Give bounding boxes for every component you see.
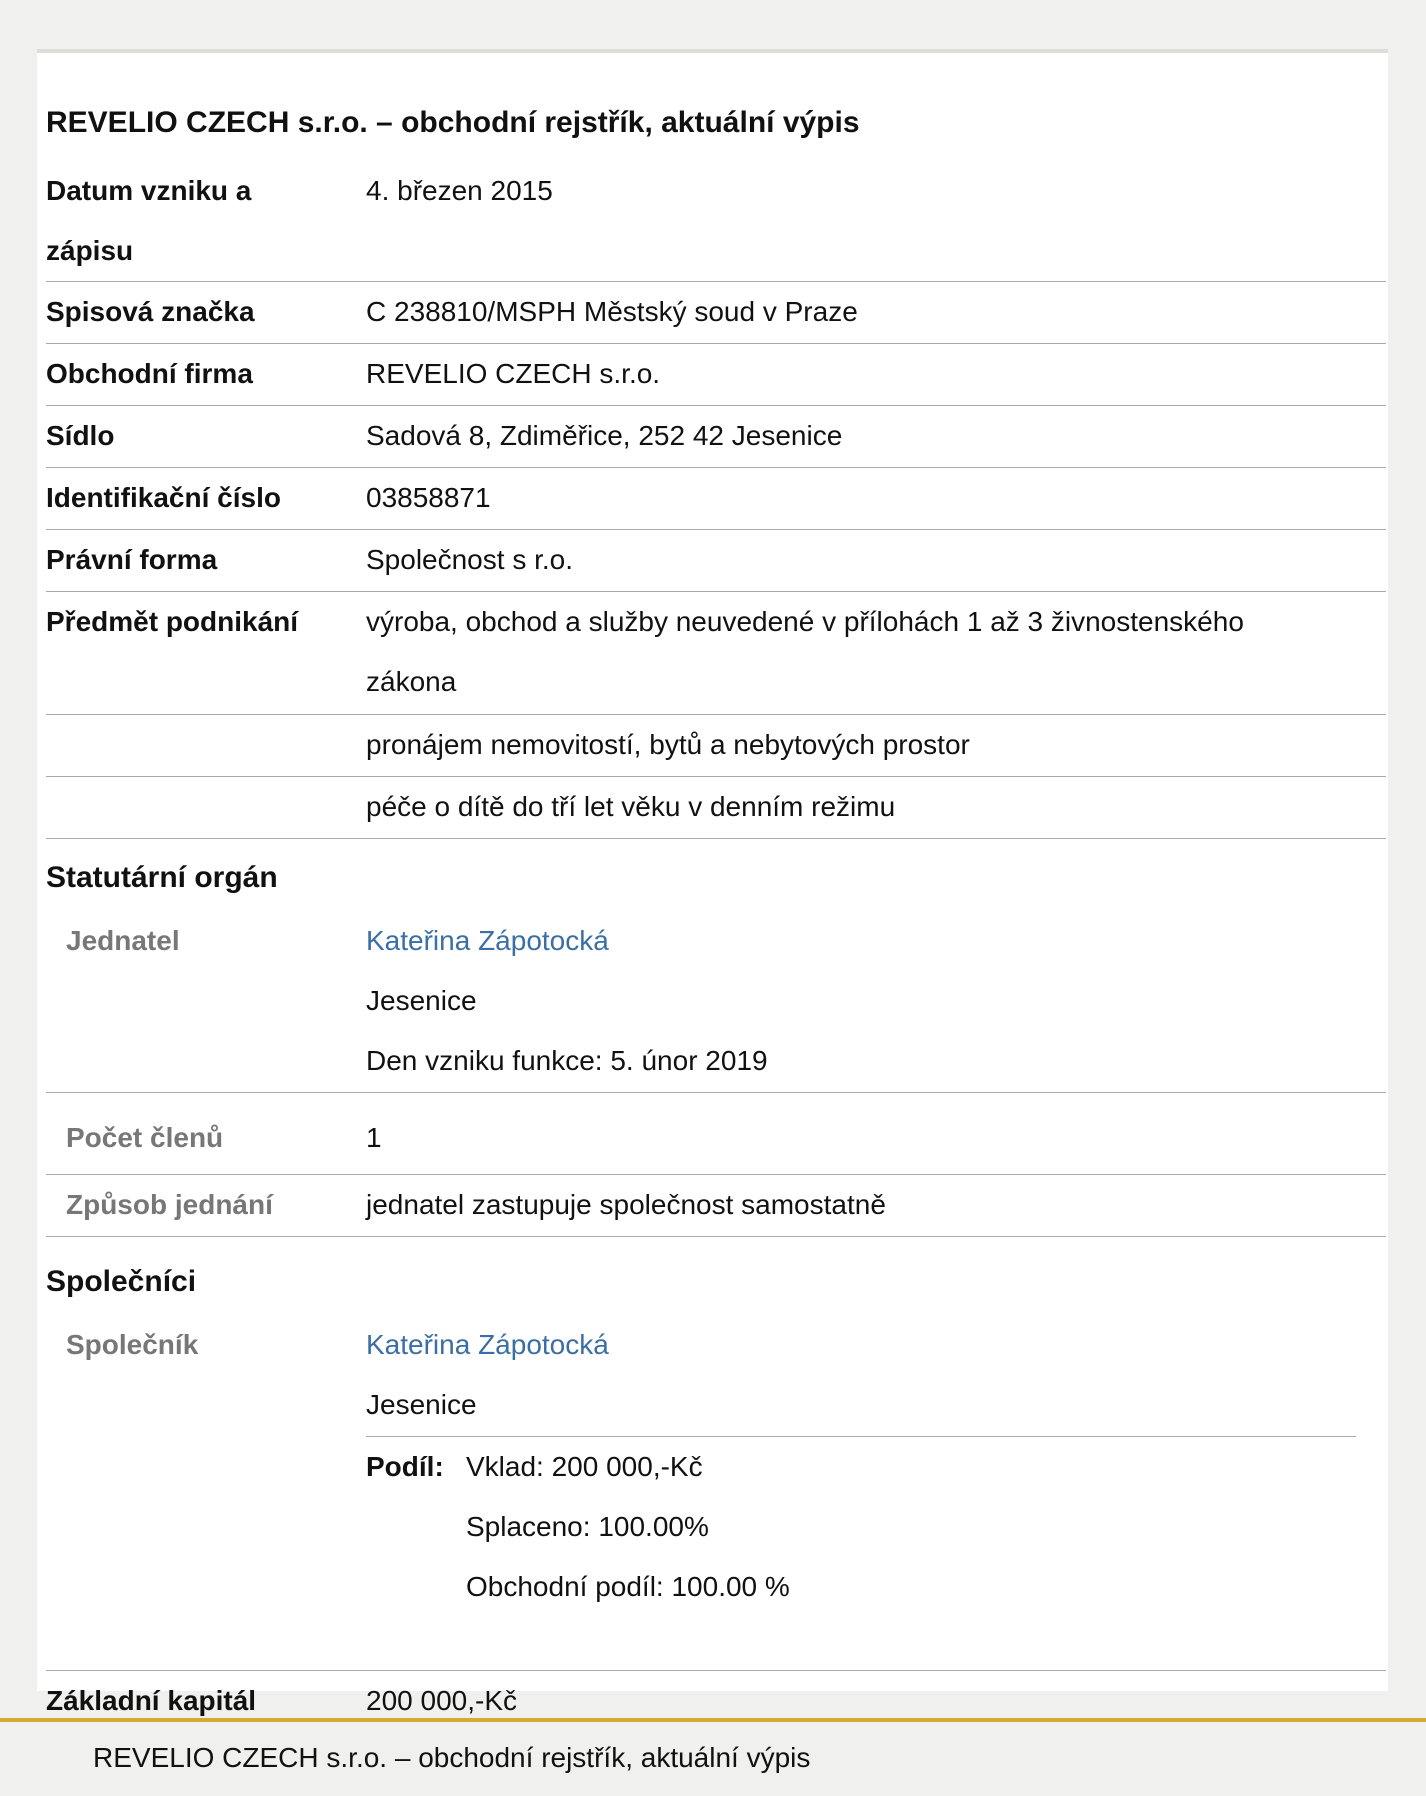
value-pocet: 1: [366, 1122, 382, 1153]
value-datum: 4. březen 2015: [366, 175, 553, 206]
label-forma: Právní forma: [46, 544, 218, 575]
podil-obchodni: Obchodní podíl: 100.00 %: [466, 1571, 790, 1602]
value-predmet-1: výroba, obchod a služby neuvedené v přílohách 1 až 3 živnostenského zákona: [366, 606, 1244, 697]
label-spolecnik: Společník: [66, 1329, 199, 1360]
podil-splaceno: Splaceno: 100.00%: [466, 1511, 709, 1542]
value-kapital: 200 000,-Kč: [366, 1685, 517, 1716]
row-predmet-2: [46, 715, 1386, 777]
podil-vklad: Vklad: 200 000,-Kč: [466, 1451, 703, 1482]
page-title: REVELIO CZECH s.r.o. – obchodní rejstřík, aktuální výpis: [46, 106, 860, 139]
value-jednatel: [366, 911, 1376, 1091]
row-predmet: [46, 592, 1386, 715]
row-jednatel: [46, 911, 1386, 1093]
label-datum: Datum vzniku a zápisu: [46, 175, 252, 266]
label-kapital: Základní kapitál: [46, 1685, 257, 1716]
value-spolecnik: [366, 1315, 1376, 1435]
label-zpusob: Způsob jednání: [66, 1189, 273, 1220]
jednatel-since: Den vzniku funkce: 5. únor 2019: [366, 1045, 768, 1076]
value-zpusob: jednatel zastupuje společnost samostatně: [366, 1189, 886, 1220]
label-jednatel: Jednatel: [66, 925, 180, 956]
section-statutarni: Statutární orgán: [46, 861, 278, 894]
label-pocet: Počet členů: [66, 1122, 224, 1153]
jednatel-city: Jesenice: [366, 985, 477, 1016]
footer-title: REVELIO CZECH s.r.o. – obchodní rejstřík, aktuální výpis: [93, 1742, 811, 1773]
row-sidlo: [46, 406, 1386, 468]
jednatel-name-link[interactable]: Kateřina Zápotocká: [366, 925, 609, 956]
label-predmet: Předmět podnikání: [46, 606, 299, 637]
value-firma: REVELIO CZECH s.r.o.: [366, 358, 661, 389]
podil-label: Podíl:: [366, 1451, 444, 1482]
value-predmet-3: péče o dítě do tří let věku v denním režimu: [366, 791, 896, 822]
row-firma: [46, 344, 1386, 406]
row-pocet: [46, 1103, 1386, 1175]
value-spisova: C 238810/MSPH Městský soud v Praze: [366, 296, 858, 327]
row-forma: [46, 530, 1386, 592]
spolecnik-name-link[interactable]: Kateřina Zápotocká: [366, 1329, 609, 1360]
spolecnik-city: Jesenice: [366, 1389, 477, 1420]
row-zpusob: [46, 1175, 1386, 1237]
label-ico: Identifikační číslo: [46, 482, 281, 513]
value-predmet-2: pronájem nemovitostí, bytů a nebytových prostor: [366, 729, 970, 760]
register-card: [37, 49, 1388, 1716]
value-forma: Společnost s r.o.: [366, 544, 574, 575]
row-predmet-3: [46, 777, 1386, 839]
footer-bar: [0, 1718, 1426, 1796]
podil-values: [466, 1437, 790, 1617]
value-sidlo: Sadová 8, Zdiměřice, 252 42 Jesenice: [366, 420, 843, 451]
label-firma: Obchodní firma: [46, 358, 253, 389]
label-sidlo: Sídlo: [46, 420, 115, 451]
row-datum: [46, 161, 1386, 282]
value-ico: 03858871: [366, 482, 491, 513]
row-spisova: [46, 282, 1386, 344]
section-spolecnici: Společníci: [46, 1265, 197, 1298]
row-ico: [46, 468, 1386, 530]
label-spisova: Spisová značka: [46, 296, 255, 327]
row-spolecnik: [46, 1315, 1386, 1671]
